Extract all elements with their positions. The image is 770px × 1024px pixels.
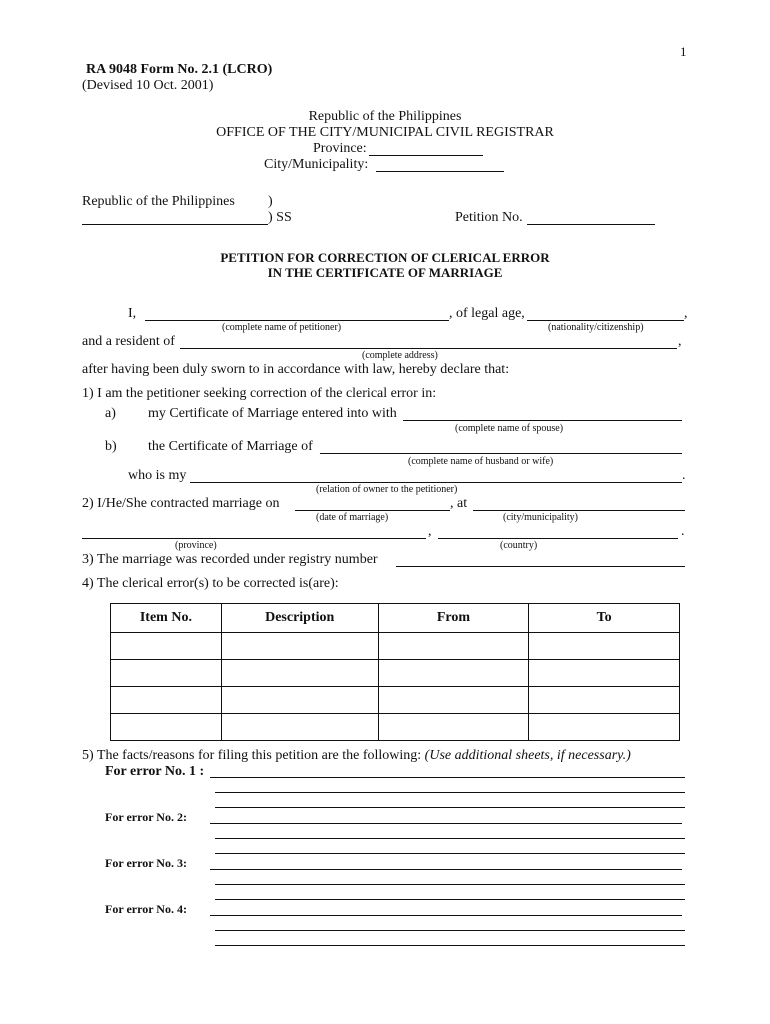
header-to: To bbox=[529, 604, 680, 633]
table-cell[interactable] bbox=[529, 660, 680, 687]
table-cell[interactable] bbox=[378, 660, 529, 687]
table-cell[interactable] bbox=[111, 633, 222, 660]
period-1: . bbox=[682, 468, 686, 483]
date-caption: (date of marriage) bbox=[316, 512, 389, 523]
item-2-text: 2) I/He/She contracted marriage on bbox=[82, 496, 280, 511]
address-field[interactable] bbox=[180, 348, 677, 349]
table-cell[interactable] bbox=[378, 633, 529, 660]
item-1a-label: a) bbox=[105, 406, 116, 421]
error-1-label: For error No. 1 : bbox=[105, 764, 205, 779]
error-3-label: For error No. 3: bbox=[105, 856, 187, 870]
resident-label: and a resident of bbox=[82, 334, 175, 349]
venue-republic: Republic of the Philippines bbox=[82, 194, 235, 209]
form-revision: (Devised 10 Oct. 2001) bbox=[82, 78, 214, 93]
error-4-label: For error No. 4: bbox=[105, 902, 187, 916]
province-field[interactable] bbox=[369, 155, 483, 156]
item-1b-text: the Certificate of Marriage of bbox=[148, 439, 313, 454]
table-cell[interactable] bbox=[111, 714, 222, 741]
city-caption: (city/municipality) bbox=[503, 512, 578, 523]
error-2-reason-line-2[interactable] bbox=[215, 838, 685, 839]
comma-3: , bbox=[428, 524, 432, 539]
error-4-reason-line-3[interactable] bbox=[215, 945, 685, 946]
item-4-text: 4) The clerical error(s) to be corrected is(are): bbox=[82, 576, 339, 591]
nationality-caption: (nationality/citizenship) bbox=[548, 322, 644, 333]
item-3-text: 3) The marriage was recorded under registry number bbox=[82, 552, 378, 567]
relation-caption: (relation of owner to the petitioner) bbox=[316, 484, 458, 495]
nationality-field[interactable] bbox=[527, 320, 684, 321]
registry-number-field[interactable] bbox=[396, 566, 685, 567]
relation-field[interactable] bbox=[190, 482, 682, 483]
sworn-statement: after having been duly sworn to in accordance with law, hereby declare that: bbox=[82, 362, 510, 377]
petition-title-line1: PETITION FOR CORRECTION OF CLERICAL ERROR bbox=[220, 250, 550, 265]
error-1-reason-line-1[interactable] bbox=[210, 777, 685, 778]
marriage-province-field[interactable] bbox=[82, 538, 426, 539]
error-3-reason-line-1[interactable] bbox=[210, 869, 682, 870]
table-cell[interactable] bbox=[378, 714, 529, 741]
form-id: RA 9048 Form No. 2.1 (LCRO) bbox=[86, 62, 273, 77]
comma-2: , bbox=[678, 334, 682, 349]
venue-field[interactable] bbox=[82, 224, 268, 225]
address-caption: (complete address) bbox=[362, 350, 438, 361]
petitioner-name-field[interactable] bbox=[145, 320, 449, 321]
table-cell[interactable] bbox=[111, 687, 222, 714]
venue-paren: ) bbox=[268, 194, 273, 209]
venue-ss: ) SS bbox=[268, 210, 292, 225]
table-row bbox=[111, 687, 680, 714]
petition-no-field[interactable] bbox=[527, 224, 655, 225]
comma-1: , bbox=[684, 306, 688, 321]
error-3-reason-line-2[interactable] bbox=[215, 884, 685, 885]
table-cell[interactable] bbox=[378, 687, 529, 714]
error-4-reason-line-1[interactable] bbox=[210, 915, 682, 916]
province-caption: (province) bbox=[175, 540, 217, 551]
city-field[interactable] bbox=[376, 171, 504, 172]
province-label: Province: bbox=[313, 141, 367, 156]
table-cell[interactable] bbox=[221, 714, 378, 741]
error-4-reason-line-2[interactable] bbox=[215, 930, 685, 931]
table-cell[interactable] bbox=[529, 633, 680, 660]
period-2: . bbox=[681, 524, 685, 539]
at-text: , at bbox=[450, 496, 468, 511]
marriage-country-field[interactable] bbox=[438, 538, 678, 539]
legal-age-text: , of legal age, bbox=[449, 306, 525, 321]
item-1a-text: my Certificate of Marriage entered into with bbox=[148, 406, 397, 421]
spouse-caption: (complete name of spouse) bbox=[455, 423, 564, 434]
petition-title-line2: IN THE CERTIFICATE OF MARRIAGE bbox=[267, 265, 503, 280]
country-caption: (country) bbox=[500, 540, 538, 551]
clerical-errors-table bbox=[110, 603, 680, 741]
header-description: Description bbox=[221, 604, 378, 633]
table-cell[interactable] bbox=[221, 633, 378, 660]
spouse-name-field[interactable] bbox=[403, 420, 682, 421]
error-1-reason-line-3[interactable] bbox=[215, 807, 685, 808]
error-2-label: For error No. 2: bbox=[105, 810, 187, 824]
marriage-date-field[interactable] bbox=[295, 510, 450, 511]
who-is-my-text: who is my bbox=[128, 468, 187, 483]
table-row bbox=[111, 633, 680, 660]
husband-wife-name-field[interactable] bbox=[320, 453, 682, 454]
husband-wife-caption: (complete name of husband or wife) bbox=[408, 456, 554, 467]
i-label: I, bbox=[128, 306, 137, 321]
error-2-reason-line-3[interactable] bbox=[215, 853, 685, 854]
item-5-note: (Use additional sheets, if necessary.) bbox=[424, 748, 631, 763]
petition-no-label: Petition No. bbox=[455, 210, 523, 225]
item-5-statement: 5) The facts/reasons for filing this petition are the following: bbox=[82, 748, 422, 763]
table-cell[interactable] bbox=[529, 687, 680, 714]
header-item-no: Item No. bbox=[111, 604, 222, 633]
item-1b-label: b) bbox=[105, 439, 117, 454]
item-1-text: 1) I am the petitioner seeking correction of the clerical error in: bbox=[82, 386, 437, 401]
table-cell[interactable] bbox=[529, 714, 680, 741]
error-2-reason-line-1[interactable] bbox=[210, 823, 682, 824]
table-row bbox=[111, 714, 680, 741]
table-row bbox=[111, 660, 680, 687]
item-5-text bbox=[82, 748, 631, 764]
table-cell[interactable] bbox=[221, 660, 378, 687]
error-1-reason-line-2[interactable] bbox=[215, 792, 685, 793]
city-label: City/Municipality: bbox=[264, 157, 369, 172]
header-office: OFFICE OF THE CITY/MUNICIPAL CIVIL REGISTRAR bbox=[216, 125, 554, 140]
petitioner-caption: (complete name of petitioner) bbox=[222, 322, 342, 333]
table-cell[interactable] bbox=[111, 660, 222, 687]
table-header-row bbox=[111, 604, 680, 633]
header-from: From bbox=[378, 604, 529, 633]
page-number: 1 bbox=[680, 44, 687, 59]
table-cell[interactable] bbox=[221, 687, 378, 714]
marriage-city-field[interactable] bbox=[473, 510, 685, 511]
error-3-reason-line-3[interactable] bbox=[215, 899, 685, 900]
header-republic: Republic of the Philippines bbox=[308, 109, 462, 124]
